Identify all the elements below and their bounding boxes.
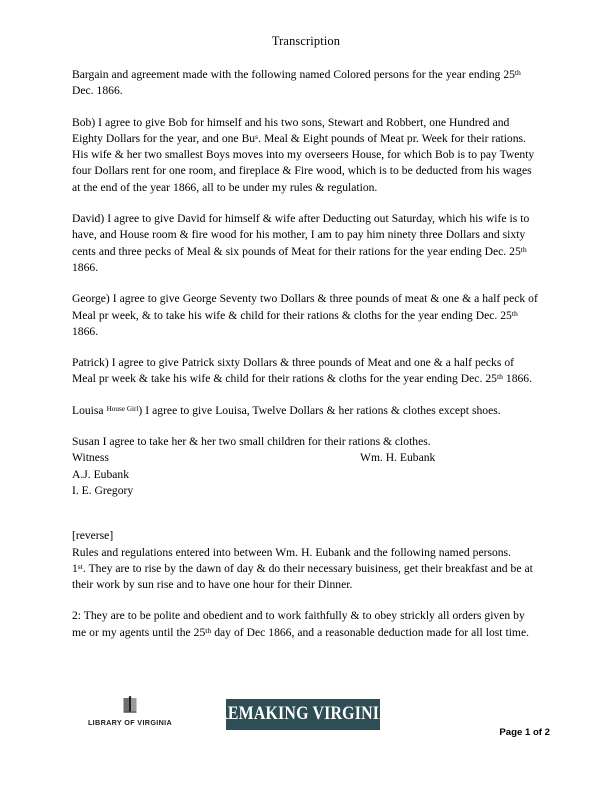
signer-name: Wm. H. Eubank xyxy=(360,451,436,465)
open-book-icon xyxy=(122,695,138,715)
ordinal-suffix-sup: th xyxy=(205,625,212,635)
witness-name-1: A.J. Eubank xyxy=(72,467,129,481)
rule-1-text: . They are to rise by the dawn of day & do their necessary buisiness, get their breakfast and be at their work by sun rise and to have one hour for their Dinner. xyxy=(72,561,533,592)
paragraph-patrick xyxy=(72,355,540,388)
witness-name-2: I. E. Gregory xyxy=(72,483,134,497)
paragraph-intro-text-before: Bargain and agreement made with the following named Colored persons for the year ending 25 xyxy=(72,68,515,81)
paragraph-george-text-before: George) I agree to give George Seventy two Dollars & three pounds of meat & one & a half peck of Meal pr week, & to take his wife & child for their rations & cloths for the year ending Dec. 25 xyxy=(72,292,538,322)
rule-2-text-before: 2: They are to be polite and obedient and to work faithfully & to obey strickly all orders given by me or my agents until the 25 xyxy=(72,609,525,639)
paragraph-david-text-before: David) I agree to give David for himself & wife after Deducting out Saturday, which his wife is to have, and House room & fire wood for his mother, I am to pay him ninety three Dollars and sixty cents and three pecks of Meal & six pounds of Meat for their rations for the year ending Dec. 25 xyxy=(72,212,530,258)
paragraph-patrick-text-after: 1866. xyxy=(502,372,532,386)
paragraph-louisa xyxy=(72,403,540,419)
paragraph-louisa-name: Louisa xyxy=(72,403,107,417)
paragraph-patrick-text-before: Patrick) I agree to give Patrick sixty Dollars & three pounds of Meat and one & a half pecks of Meal pr week & take his wife & child for their rations & cloths for the year ending Dec. 25 xyxy=(72,356,515,386)
reverse-intro: Rules and regulations entered into between Wm. H. Eubank and the following named persons. xyxy=(72,545,511,559)
house-girl-annotation-sup: House Girl xyxy=(106,404,139,413)
witness-row xyxy=(72,450,540,466)
signature-block xyxy=(72,434,540,499)
page-footer xyxy=(0,692,612,752)
document-body xyxy=(72,33,540,656)
paragraph-intro xyxy=(72,67,540,100)
ordinal-suffix-sup: th xyxy=(520,244,527,254)
susan-line: Susan I agree to take her & her two small children for their rations & clothes. xyxy=(72,435,431,449)
remaking-virginia-logo xyxy=(215,699,391,730)
paragraph-david-text-after: 1866. xyxy=(72,260,99,274)
witness-label: Witness xyxy=(72,451,109,465)
remaking-virginia-label: REMAKING VIRGINIA xyxy=(215,704,391,724)
paragraph-george xyxy=(72,291,540,340)
ordinal-suffix-sup: th xyxy=(496,372,503,382)
rule-2 xyxy=(72,608,540,641)
rule-2-text-after: day of Dec 1866, and a reasonable deduction made for all lost time. xyxy=(211,625,529,639)
reverse-section xyxy=(72,528,540,593)
library-of-virginia-label: LIBRARY OF VIRGINIA xyxy=(87,718,173,727)
paragraph-george-text-after: 1866. xyxy=(72,324,99,338)
paragraph-louisa-text-after: ) I agree to give Louisa, Twelve Dollars & her rations & clothes except shoes. xyxy=(138,403,501,417)
bushel-abbrev-sup: s xyxy=(255,131,259,141)
page-number: Page 1 of 2 xyxy=(499,727,550,738)
paragraph-david xyxy=(72,211,540,276)
library-of-virginia-logo xyxy=(84,695,176,727)
ordinal-suffix-sup: th xyxy=(514,67,521,77)
ordinal-suffix-sup: th xyxy=(511,308,518,318)
paragraph-intro-text-after: Dec. 1866. xyxy=(72,84,123,98)
paragraph-bob xyxy=(72,115,540,196)
page-title: Transcription xyxy=(271,34,341,48)
paragraph-bob-text-before: Bob) I agree to give Bob for himself and his two sons, Stewart and Robbert, one Hundred and Eighty Dollars for the year, and one Bu xyxy=(72,115,510,145)
section-spacer xyxy=(72,499,540,528)
reverse-marker: [reverse] xyxy=(72,529,114,543)
paragraph-bob-text-after: . Meal & Eight pounds of Meat pr. Week for their rations. His wife & her two smallest Boys moves into my overseers House, for which Bob is to pay Twenty four Dollars rent for one room, and fireplace & Fire wood, which is to be deducted from his wages at the end of the year 1866, all to be under my rules & regulation. xyxy=(72,131,535,194)
ordinal-suffix-sup: st xyxy=(77,561,83,571)
rule-1-number: 1 xyxy=(72,561,78,575)
